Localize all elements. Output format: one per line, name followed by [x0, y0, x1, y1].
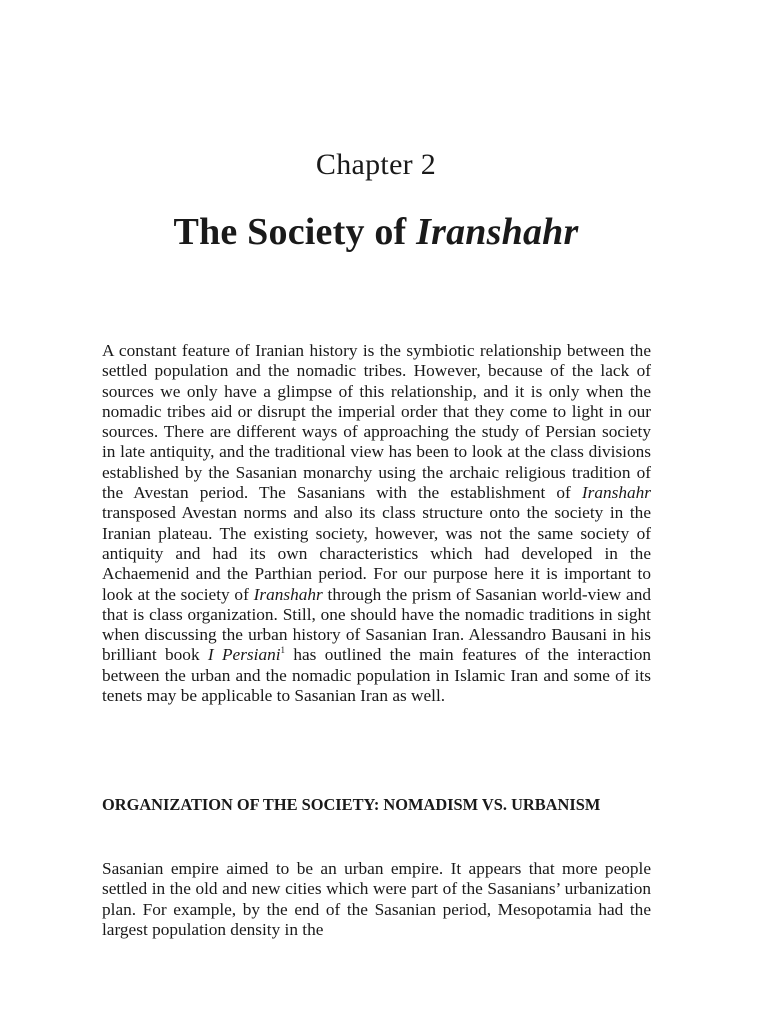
- intro-text-3: through the prism of Sasanian world-view and that is class organization. Still, one should have the nomadic traditions in sight when discussing the urban history of Sasanian Iran. Alessandro Bausani in his brilliant book: [102, 584, 651, 665]
- chapter-number: Chapter 2: [315, 148, 437, 181]
- chapter-title-italic: Iranshahr: [416, 211, 579, 253]
- intro-italic-iranshahr-2: Iranshahr: [253, 584, 323, 604]
- chapter-title: [0, 210, 752, 254]
- footnote-marker[interactable]: 1: [280, 645, 286, 656]
- intro-paragraph: [102, 341, 651, 706]
- section-paragraph: Sasanian empire aimed to be an urban empire. It appears that more people settled in the old and new cities which were part of the Sasanians’ urbanization plan. For example, by the end of the Sasanian period, Mesopotamia had the largest population density in the: [102, 859, 651, 939]
- section-heading: ORGANIZATION OF THE SOCIETY: NOMADISM VS. URBANISM: [102, 795, 601, 814]
- intro-text-4: has outlined the main features of the interaction between the urban and the nomadic population in Islamic Iran and some of its tenets may be applicable to Sasanian Iran as well.: [102, 645, 651, 706]
- intro-text-2: transposed Avestan norms and also its class structure onto the society in the Iranian plateau. The existing society, however, was not the same society of antiquity and had its own characteristics which had developed in the Achaemenid and the Parthian period. For our purpose here it is important to look at the society of: [102, 503, 651, 604]
- chapter-title-plain: The Society of: [173, 211, 417, 253]
- intro-italic-book-title: I Persiani: [207, 645, 281, 665]
- intro-text-1: A constant feature of Iranian history is the symbiotic relationship between the settled population and the nomadic tribes. However, because of the lack of sources we only have a glimpse of this relationship, and it is only when the nomadic tribes aid or disrupt the imperial order that they come to light in our sources. There are different ways of approaching the study of Persian society in late antiquity, and the traditional view has been to look at the class divisions established by the Sasanian monarchy using the archaic religious tradition of the Avestan period. The Sasanians with the establishment of: [102, 341, 651, 503]
- intro-italic-iranshahr-1: Iranshahr: [581, 483, 651, 503]
